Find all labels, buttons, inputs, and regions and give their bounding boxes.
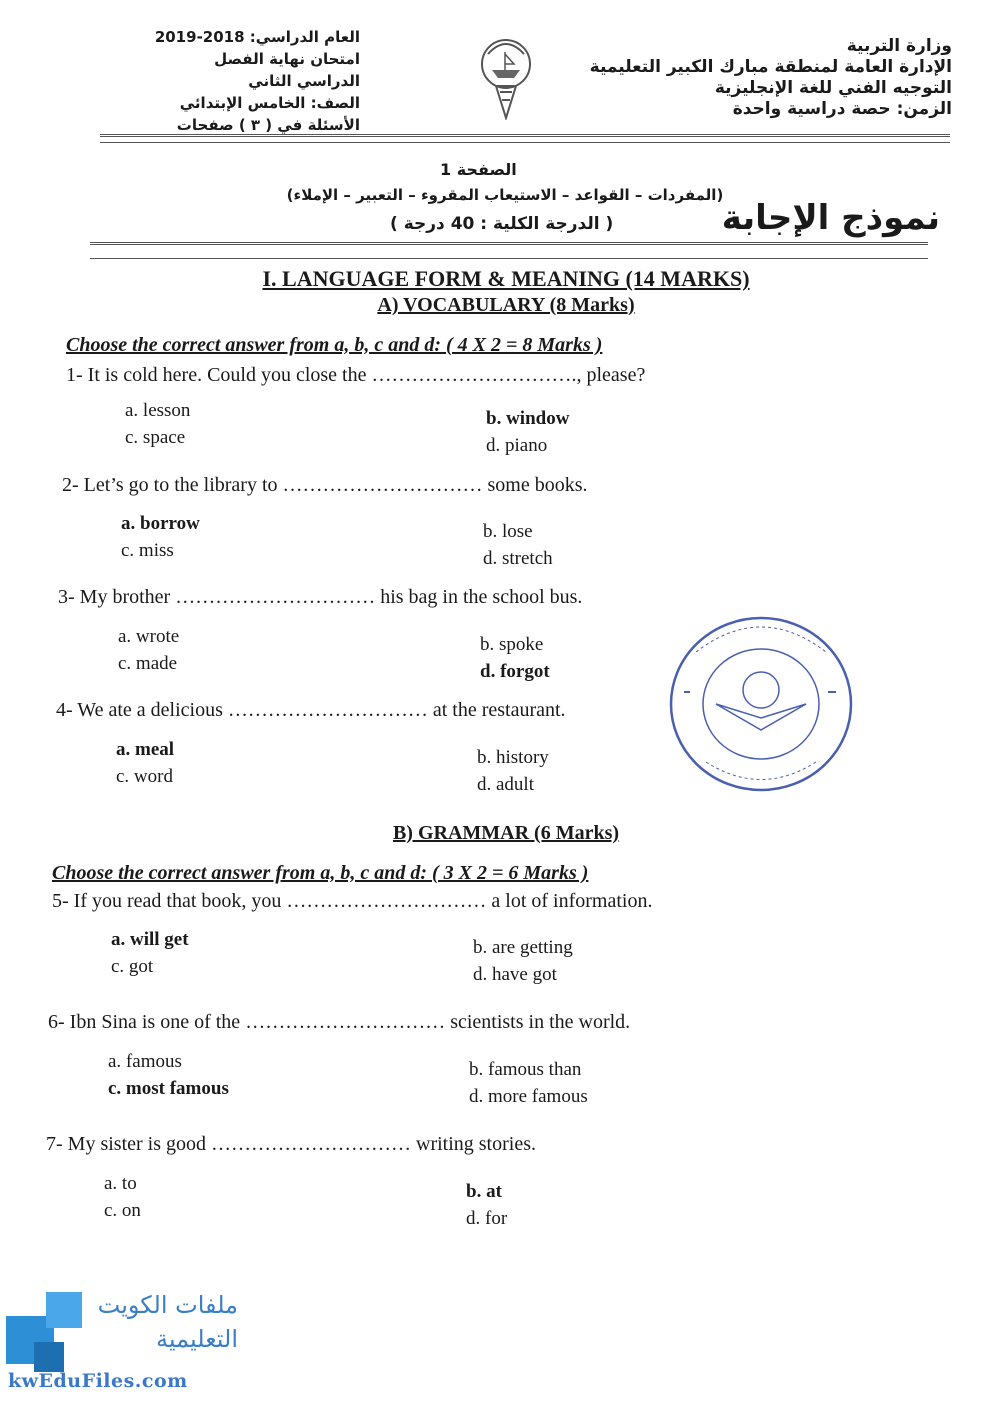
question-2: 2- Let’s go to the library to ………………………… some books. — [62, 474, 588, 496]
option-5c: c. got — [111, 956, 154, 977]
grade-line: الصف: الخامس الإبتدائي — [179, 94, 360, 112]
question-5: 5- If you read that book, you ………………………… a lot of information. — [52, 890, 653, 912]
option-3b: b. spoke — [480, 634, 544, 655]
option-5d: d. have got — [473, 964, 557, 985]
time-line: الزمن: حصة دراسية واحدة — [732, 99, 952, 119]
page-label: الصفحة 1 — [440, 160, 517, 179]
vocabulary-title: A) VOCABULARY (8 Marks) — [377, 294, 635, 316]
option-3c: c. made — [118, 653, 178, 674]
header-divider — [100, 134, 950, 137]
option-4d: d. adult — [477, 774, 534, 795]
subheader-divider — [90, 242, 928, 245]
supervision-line: التوجيه الفني للغة الإنجليزية — [714, 78, 952, 98]
academic-year: العام الدراسي: 2018-2019 — [154, 28, 360, 46]
option-7c: c. on — [104, 1200, 141, 1221]
exam-name: امتحان نهاية الفصل الدراسي الثاني — [214, 50, 360, 90]
vocabulary-instruction: Choose the correct answer from a, b, c and d: ( 4 X 2 = 8 Marks ) — [66, 334, 603, 356]
option-6d: d. more famous — [469, 1086, 588, 1107]
answer-model-title: نموذج الإجابة — [721, 198, 940, 238]
kuwait-emblem-icon — [478, 34, 534, 120]
logo-url: kwEduFiles.com — [8, 1370, 188, 1392]
grammar-instruction: Choose the correct answer from a, b, c and d: ( 3 X 2 = 6 Marks ) — [52, 862, 589, 884]
section-title: I. LANGUAGE FORM & MEANING (14 MARKS) — [262, 266, 750, 291]
question-3: 3- My brother ………………………… his bag in the school bus. — [58, 586, 583, 608]
option-4b: b. history — [477, 747, 549, 768]
question-7: 7- My sister is good ………………………… writing stories. — [46, 1133, 536, 1155]
option-6b: b. famous than — [469, 1059, 582, 1080]
option-2a-correct: a. borrow — [121, 513, 200, 534]
option-3d-correct: d. forgot — [480, 661, 550, 682]
ministry-header — [572, 36, 952, 120]
option-2d: d. stretch — [483, 548, 553, 569]
ministry-line: وزارة التربية — [846, 36, 952, 56]
option-3a: a. wrote — [118, 626, 180, 647]
option-2b: b. lose — [483, 521, 533, 542]
total-marks: ( الدرجة الكلية : 40 درجة ) — [390, 214, 614, 234]
official-stamp-icon — [666, 612, 856, 796]
option-5a-correct: a. will get — [111, 929, 189, 950]
option-7d: d. for — [466, 1208, 508, 1229]
logo-square-icon — [46, 1292, 82, 1328]
question-4: 4- We ate a delicious ………………………… at the restaurant. — [56, 699, 566, 721]
question-1: 1- It is cold here. Could you close the …………………………., please? — [66, 364, 646, 386]
option-2c: c. miss — [121, 540, 174, 561]
grammar-title: B) GRAMMAR (6 Marks) — [392, 822, 620, 844]
kwedufiles-logo — [0, 1282, 250, 1394]
option-4c: c. word — [116, 766, 173, 787]
option-6a: a. famous — [108, 1051, 182, 1072]
pages-count: الأسئلة في ( ٣ ) صفحات — [176, 116, 360, 134]
exam-info-header — [150, 26, 360, 136]
option-6c-correct: c. most famous — [108, 1078, 229, 1099]
option-4a-correct: a. meal — [116, 739, 175, 760]
option-5b: b. are getting — [473, 937, 573, 958]
question-6: 6- Ibn Sina is one of the ………………………… scientists in the world. — [48, 1011, 631, 1033]
directorate-line: الإدارة العامة لمنطقة مبارك الكبير التعليمية — [589, 57, 952, 77]
option-1c: c. space — [125, 427, 186, 448]
option-7b-correct: b. at — [466, 1181, 502, 1202]
option-1b-correct: b. window — [486, 408, 570, 429]
option-1a: a. lesson — [125, 400, 191, 421]
logo-name: ملفات الكويت التعليمية — [97, 1291, 238, 1353]
header-divider-thin — [100, 142, 950, 143]
subheader-divider-thin — [90, 258, 928, 259]
exam-parts: (المفردات – القواعد – الاستيعاب المقروء – التعبير – الإملاء) — [286, 186, 724, 204]
option-7a: a. to — [104, 1173, 137, 1194]
logo-square-icon — [34, 1342, 64, 1372]
option-1d: d. piano — [486, 435, 548, 456]
